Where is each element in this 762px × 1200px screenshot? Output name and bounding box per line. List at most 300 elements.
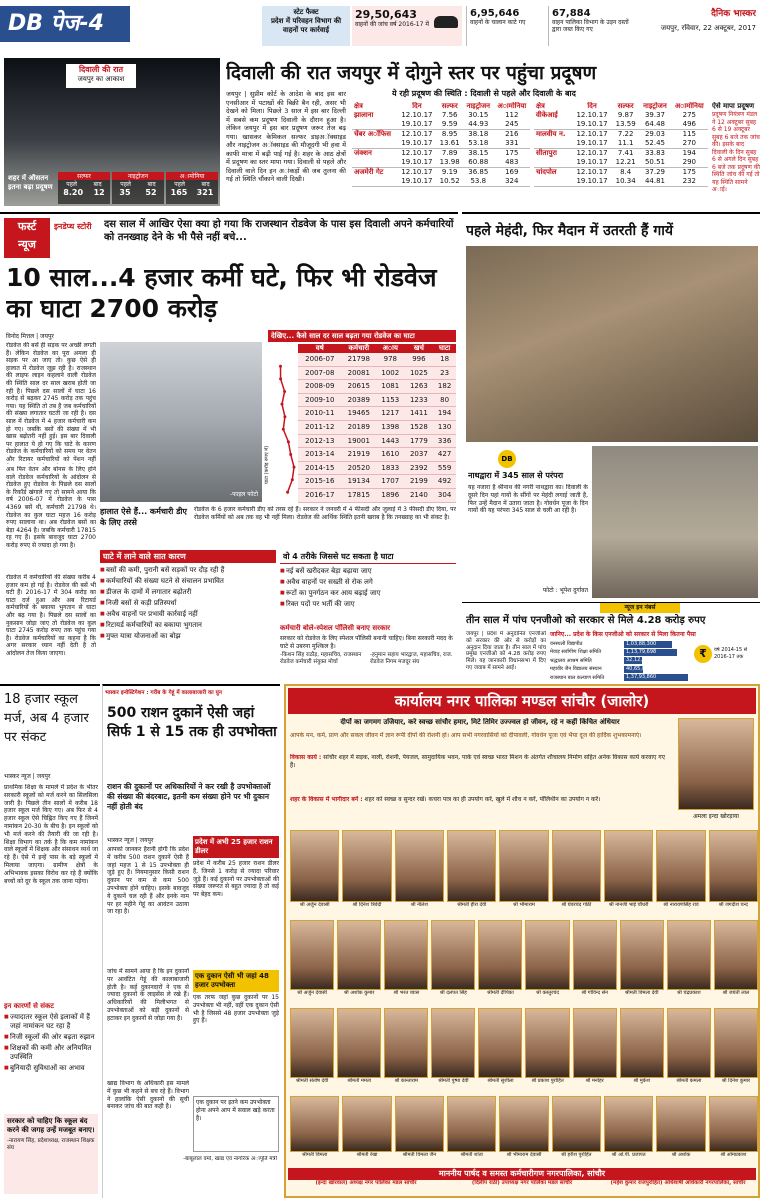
member-name: श्री घेवरचंद गोठी bbox=[561, 902, 592, 908]
value-cell: 13.59 bbox=[615, 120, 636, 128]
member-name: श्रीमती हीरा देवी bbox=[457, 902, 487, 908]
table-row bbox=[298, 448, 456, 462]
area-cell bbox=[352, 139, 397, 149]
ngo-bar-label: मेवाड़ सर्वांगीण शिक्षा समिति bbox=[550, 649, 602, 656]
member-photo bbox=[604, 1096, 653, 1152]
table-cell: 2006-07 bbox=[305, 355, 335, 363]
member-card bbox=[395, 830, 444, 916]
ngo-bar bbox=[624, 674, 688, 681]
value-cell: 275 bbox=[682, 111, 696, 119]
member-photo bbox=[447, 830, 496, 902]
member-photo bbox=[431, 1008, 475, 1078]
loss-point bbox=[289, 453, 292, 456]
value-cell: 12.10.17 bbox=[576, 111, 608, 119]
member-name: श्री हरीश पुरोहित bbox=[561, 1152, 592, 1158]
ration-body-1: आपको जानकर हैरानी होगी कि प्रदेश में करीब 500 राशन दुकानें ऐसी हैं जहां महज 1 से 15 उपभोक्ता ही जुड़े हुए हैं। नियमानुसार किसी राशन दुकान पर कम से कम 500 उपभोक्ता होने चाहिए। इसके बावजूद ये दुकानें चल रही हैं और इनके नाम पर हर महीने गेहूं का आवंटन उठाया जा रहा है। bbox=[107, 846, 189, 916]
member-photo bbox=[395, 830, 444, 902]
photo-caption-box bbox=[66, 64, 136, 88]
ad-works bbox=[290, 754, 670, 790]
table-row bbox=[352, 139, 530, 149]
table-row bbox=[534, 130, 708, 140]
masthead bbox=[0, 0, 762, 56]
value-cell: 496 bbox=[682, 120, 696, 128]
col-header: सल्फर bbox=[617, 102, 634, 110]
value-cell: 19.10.17 bbox=[401, 158, 433, 166]
pollution-subhead: ये रही प्रदूषण की स्थिति : दिवाली से पहले और दिवाली के बाद bbox=[392, 89, 576, 98]
table-cell: 1528 bbox=[409, 422, 428, 431]
area-cell bbox=[352, 177, 397, 187]
member-name: श्री जगदीश चन्द bbox=[718, 902, 748, 908]
member-photo bbox=[342, 830, 391, 902]
member-name: श्रीमती संतोष देवी bbox=[295, 1078, 329, 1084]
state-fact bbox=[262, 6, 350, 46]
member-name: श्रीमती विमला bbox=[302, 1152, 328, 1158]
employee-text: सरकार को रोडवेज के लिए स्पेशल पॉलिसी बनानी चाहिए। बिना सरकारी मदद के घाटे से उबरना मुश्किल है। bbox=[280, 635, 453, 650]
fixes-title: वो 4 तरीके जिससे घट सकता है घाटा bbox=[280, 550, 456, 564]
member-card bbox=[525, 1008, 569, 1092]
ration-body-3: खाद्य विभाग के अधिकारी इस मामले में कुछ भी कहने से बच रहे हैं। विभाग ने हालांकि ऐसी दुकानों की सूची बनाकर जांच की बात कही है। bbox=[107, 1080, 189, 1111]
measure-title: ऐसे मापा प्रदूषण bbox=[712, 102, 755, 110]
ration-headline: 500 राशन दुकानें ऐसी जहां सिर्फ 1 से 15 तक ही उपभोक्ता bbox=[107, 705, 277, 740]
avg-group-sulfur bbox=[58, 172, 110, 204]
col-header: नाइट्रोजन bbox=[466, 102, 491, 110]
member-card bbox=[667, 1008, 711, 1092]
member-card bbox=[290, 1008, 334, 1092]
table-row bbox=[352, 120, 530, 130]
cow-photo bbox=[592, 446, 758, 598]
table-row bbox=[298, 488, 456, 502]
value-cell: 19.10.17 bbox=[576, 158, 608, 166]
member-photo bbox=[620, 920, 664, 990]
schools-body: प्राथमिक शिक्षा के मामले में प्रदेश के भीतर सरकारी स्कूलों को मर्ज करने का सिलसिला जारी है। पिछले तीन सालों में करीब 18 हजार स्कूल मर्ज किए गए। अब फिर से 4 हजार स्कूल ऐसे चिह्नित किए गए हैं जिनमें नामांकन 20-30 के बीच है। इन स्कूलों को भी मर्ज करने की तैयारी की जा रही है। शिक्षा विभाग का तर्क है कि कम नामांकन वाले स्कूलों में शिक्षक और संसाधन व्यर्थ जा रहे हैं। ऐसे में इन्हें पास के बड़े स्कूलों में मिलाया जाएगा। ग्रामीण क्षेत्रों के अभिभावक इसका विरोध कर रहे हैं क्योंकि बच्चों को दूर के स्कूल तक जाना पड़ेगा। bbox=[4, 784, 98, 885]
loss-point bbox=[281, 403, 284, 406]
mehndi-caption-text: यह नजारा है श्रीनाथ की नगरी नाथद्वारा का। दिवाली के दूसरे दिन यहां गायों के सींगों पर मेहंदी लगाई जाती है, फिर उन्हें मैदान में उतारा जाता है। गोवर्धन पूजा के दिन गायों की यह परंपरा 345 साल से चली आ रही है। bbox=[468, 484, 588, 515]
table-row bbox=[534, 139, 708, 149]
value-cell: 12.10.17 bbox=[576, 168, 608, 176]
area-cell: सीतापुरा bbox=[536, 149, 557, 157]
badge-top: फर्स्ट bbox=[17, 220, 37, 233]
member-name: श्री अर्जुन देवासी bbox=[297, 990, 327, 996]
member-card bbox=[656, 1096, 705, 1166]
table-cell: 2140 bbox=[409, 490, 428, 499]
member-card bbox=[384, 920, 428, 1004]
ngo-bar-value: 1,03,88,300 bbox=[626, 640, 657, 647]
member-card bbox=[447, 1096, 496, 1166]
table-cell: 1081 bbox=[381, 382, 400, 391]
member-name: श्री ओमप्रकाश bbox=[720, 1152, 747, 1158]
ngo-bar-label: महावीर जैन विद्यालय संस्थान bbox=[550, 666, 602, 673]
ration-box-1-title: प्रदेश में अभी 25 हजार राशन डीलर bbox=[193, 836, 279, 858]
list-item: ■ बुनियादी सुविधाओं का अभाव bbox=[4, 1064, 98, 1073]
member-photo bbox=[384, 1008, 428, 1078]
member-card bbox=[667, 920, 711, 1004]
fixes-box bbox=[280, 550, 456, 624]
member-name: श्रीमती शांता bbox=[460, 1152, 483, 1158]
table-cell: 17815 bbox=[347, 490, 370, 499]
members-row-2 bbox=[290, 920, 758, 1004]
member-card bbox=[290, 830, 339, 916]
member-photo bbox=[337, 920, 381, 990]
photo-caption: -फाइल फोटो bbox=[229, 491, 258, 498]
member-card bbox=[290, 920, 334, 1004]
avg-label: शहर में औसतन इतना बढ़ा प्रदूषण bbox=[8, 174, 53, 191]
value-cell: 39.37 bbox=[644, 111, 665, 119]
member-name: श्री भरत व्यास bbox=[393, 990, 420, 996]
list-item: ■ शिक्षकों की कमी और अनियमित उपस्थिति bbox=[4, 1044, 98, 1062]
member-card bbox=[620, 1008, 664, 1092]
member-card bbox=[656, 830, 705, 916]
value-cell: 112 bbox=[505, 111, 519, 119]
table-row bbox=[352, 158, 530, 168]
avg-before-value: 8.20 bbox=[63, 188, 84, 197]
value-cell: 115 bbox=[682, 130, 696, 138]
table-cell: 1002 bbox=[381, 368, 400, 377]
pollution-table-left bbox=[352, 102, 530, 187]
table-row bbox=[534, 168, 708, 178]
member-name: श्रीमती रेखा bbox=[356, 1152, 378, 1158]
member-name: श्री प्रकाश पुरोहित bbox=[531, 1078, 564, 1084]
member-card bbox=[709, 830, 758, 916]
schools-points-title: इन कारणों से संकट bbox=[4, 1002, 54, 1010]
value-cell: 30.15 bbox=[468, 111, 489, 119]
value-cell: 7.41 bbox=[617, 149, 634, 157]
ngo-bar-value: 32,12,989 bbox=[626, 657, 652, 664]
table-row bbox=[352, 177, 530, 187]
table-row bbox=[534, 149, 708, 159]
table-cell: 1411 bbox=[409, 409, 428, 418]
member-name: श्री गोविन्द सेन bbox=[581, 990, 608, 996]
avg-before-label: पहले bbox=[66, 181, 77, 188]
ad-signatures bbox=[288, 1180, 756, 1196]
table-cell: 2014-15 bbox=[305, 463, 335, 472]
pollution-body: जयपुर | सुप्रीम कोर्ट के आदेश के बाद इस बार एनसीआर में पटाखों की बिक्री बैन रही, असर भी देखने को मिला। पिछले 3 साल में इस बार दिल्ली में सबसे कम प्रदूषण दिवाली के दौरान हुआ है। लेकिन जयपुर में इस बार प्रदूषण जरूर तेज बढ़ गया। खासकर केमिकल सल्फर डाइअॉक्साइड और नाइट्रोजन अॉक्साइड की मौजूदगी भी हवा में काफी मात्रा में बढ़ी पाई गई है। शहर के आठ क्षेत्रों में प्रदूषण का स्तर मापा गया। दिवाली से पहले और दिवाली वाले दिन इन अांकड़ों की जब तुलना की गई तो स्थिति चौंकाने वाली दिखी। bbox=[226, 90, 346, 183]
loss-point bbox=[283, 415, 286, 418]
value-cell: 7.22 bbox=[617, 130, 634, 138]
schools-points-list bbox=[4, 1013, 98, 1073]
ngo-bar-label: वनस्थली विद्यापीठ bbox=[550, 641, 583, 647]
col-header: अाय bbox=[382, 344, 398, 352]
avg-before-label: पहले bbox=[120, 181, 131, 188]
avg-groups bbox=[58, 172, 218, 204]
ration-box-1 bbox=[193, 836, 279, 966]
table-cell: 2009-10 bbox=[305, 395, 335, 404]
member-card bbox=[573, 920, 617, 1004]
reasons-title: घाटे में लाने वाले सात कारण bbox=[100, 550, 276, 563]
table-cell: 130 bbox=[437, 422, 452, 431]
value-cell: 175 bbox=[682, 168, 696, 176]
table-cell: 427 bbox=[437, 450, 452, 459]
member-card bbox=[431, 1008, 475, 1092]
avg-before-value: 165 bbox=[170, 188, 188, 197]
area-cell: चेंबर अॉफिस bbox=[354, 130, 392, 138]
member-photo bbox=[714, 920, 758, 990]
ad-works-text: सांचौर शहर में सड़क, नाली, रोशनी, पेयजल, सामुदायिक भवन, पार्क एवं स्वच्छ भारत मिशन के अंतर्गत शौचालय निर्माण सहित अनेक विकास कार्य करवाए गए हैं। bbox=[290, 754, 665, 769]
member-card bbox=[384, 1008, 428, 1092]
list-item: ■ डीजल के दामों में लगातार बढ़ोतरी bbox=[100, 588, 276, 597]
value-cell: 19.10.17 bbox=[576, 177, 608, 185]
measure-text: प्रदूषण नियंत्रण मंडल ने 12 अक्टूबर सुबह 6 से 19 अक्टूबर सुबह 6 बजे तक जांच की। इसके बाद दिवाली के दिन सुबह 6 से अगले दिन सुबह 6 बजे तक प्रदूषण की स्थिति जांच की गई तो यह स्थिति सामने अाई। bbox=[712, 111, 760, 193]
table-cell: 2013-14 bbox=[305, 450, 335, 459]
value-cell: 7.56 bbox=[441, 111, 458, 119]
member-card bbox=[431, 920, 475, 1004]
member-card bbox=[478, 920, 522, 1004]
ad-footer-banner: माननीय पार्षद व समस्त कर्मचारीगण नगरपालिका, सांचौर bbox=[288, 1168, 756, 1180]
ngo-bar bbox=[624, 657, 652, 664]
ad-intro: दीपों का जगमग उजियार, करे स्वच्छ सांचौर हमार, मिटे तिमिर उज्ज्वल हो जीवन, रहे न कहीं किंचित अंधियार bbox=[340, 718, 620, 726]
avg-after-value: 321 bbox=[196, 188, 214, 197]
ngo-bar-row bbox=[550, 665, 760, 673]
schools-quote: सरकार को चाहिए कि स्कूल बंद करने की जगह उन्हें मजबूत बनाए। bbox=[7, 1117, 95, 1134]
table-cell: 2011-12 bbox=[305, 422, 335, 431]
avg-before-value: 35 bbox=[119, 188, 131, 197]
table-cell: 1398 bbox=[381, 422, 400, 431]
value-cell: 19.10.17 bbox=[576, 120, 608, 128]
ad-title: कार्यालय नगर पालिका मण्डल सांचौर (जालोर) bbox=[288, 688, 756, 714]
table-cell: 18 bbox=[440, 355, 450, 363]
member-name: श्री अर्जुन देवासी bbox=[299, 902, 330, 908]
schools-headline: 18 हजार स्कूल मर्ज, अब 4 हजार पर संकट bbox=[4, 692, 89, 745]
ration-box-2 bbox=[193, 970, 279, 1090]
member-photo bbox=[395, 1096, 444, 1152]
member-card bbox=[573, 1008, 617, 1092]
area-cell bbox=[352, 158, 397, 168]
table-cell: 1217 bbox=[381, 409, 400, 418]
list-item: ■ अवैध वाहनों पर प्रभावी कार्रवाई नहीं bbox=[100, 610, 276, 619]
roadways-body-3: रोडवेज में कर्मचारियों की संख्या करीब 4 हजार कम हो गई है। रोडवेज की बसें भी घटी हैं। 2016-17 में 304 करोड़ का घाटा दर्ज हुआ और अब रिटायर्ड कर्मचारियों के बकाया भुगतान से घाटा और बढ़ गया है। पिछले दस सालों का नुकसान जोड़ा जाए तो रोडवेज का कुल घाटा 2745 करोड़ रुपए तक पहुंच गया है। रोडवेज कर्मचारियों का कहना है कि अगर सरकार ध्यान नहीं देती है तो आंदोलन तेज किया जाएगा। bbox=[6, 574, 96, 657]
members-row-4 bbox=[290, 1096, 758, 1166]
list-item: ■ अवैध वाहनों पर सख्ती से रोक लगे bbox=[280, 578, 456, 587]
member-name: श्री ओ.पी. प्रजापत bbox=[611, 1152, 646, 1158]
pollution-headline: दिवाली की रात जयपुर में दोगुने स्तर पर पहुंचा प्रदूषण bbox=[226, 62, 597, 84]
ration-box-1-text: प्रदेश में करीब 25 हजार राशन डीलर हैं, जिनसे 1 करोड़ से ज्यादा परिवार जुड़े हैं। कई दुकानों पर उपभोक्ताओं की संख्या जरूरत से बहुत ज्यादा है तो कई पर बेहद कम। bbox=[193, 860, 279, 899]
table-cell: 20081 bbox=[347, 368, 370, 377]
table-cell: 1025 bbox=[409, 368, 428, 377]
member-name: श्री भीमाराम bbox=[513, 902, 535, 908]
table-cell: 1443 bbox=[381, 436, 400, 445]
signature-3: (महेश कुमार राजपुरोहित) अधिशाषी अधिकारी नगरपालिका, सांचौर bbox=[610, 1180, 746, 1186]
section-label: DB पेज-4 bbox=[0, 6, 130, 42]
value-cell: 12.10.17 bbox=[401, 149, 433, 157]
avg-after-label: बाद bbox=[147, 181, 156, 188]
table-row bbox=[352, 111, 530, 120]
value-cell: 232 bbox=[682, 177, 696, 185]
area-cell: अजमेरी गेट bbox=[354, 168, 384, 176]
ngo-body: जयपुर | प्रदेश में अनुदानित एनजीओ को सरकार की ओर से करोड़ों का अनुदान दिया जाता है। तीन साल में पांच प्रमुख एनजीओ को 4.28 करोड़ रुपए मिले। यह जानकारी विधानसभा में दिए गए जवाब में सामने आई। bbox=[466, 631, 546, 671]
members-row-3 bbox=[290, 1008, 758, 1092]
byline: विनोद मित्तल | जयपुर bbox=[6, 333, 54, 340]
schools-points bbox=[4, 1002, 98, 1102]
member-photo bbox=[656, 1096, 705, 1152]
value-cell: 13.61 bbox=[439, 139, 460, 147]
table-cell: 23 bbox=[440, 368, 450, 377]
table-cell: 1153 bbox=[381, 395, 400, 404]
member-card bbox=[714, 920, 758, 1004]
value-cell: 52.45 bbox=[644, 139, 665, 147]
stat-3-value: 67,884 bbox=[552, 8, 591, 19]
value-cell: 44.93 bbox=[468, 120, 489, 128]
value-cell: 19.10.17 bbox=[401, 177, 433, 185]
stat-3-text: वाहन पालिका विभाग के उड़न दस्तों द्वारा जब्त किए गए bbox=[552, 19, 629, 33]
member-photo bbox=[342, 1096, 391, 1152]
date-line: जयपुर, रविवार, 22 अक्टूबर, 2017 bbox=[660, 24, 756, 32]
member-name: श्री जयंती लाल bbox=[722, 990, 750, 996]
member-name: श्रीमती विमला जैन bbox=[402, 1152, 437, 1158]
member-photo bbox=[290, 920, 334, 990]
member-card bbox=[342, 830, 391, 916]
value-cell: 36.85 bbox=[468, 168, 489, 176]
featured-photo bbox=[678, 718, 754, 810]
value-cell: 50.51 bbox=[644, 158, 665, 166]
ad-appeal bbox=[290, 796, 674, 826]
table-cell: 182 bbox=[437, 382, 452, 391]
member-name: श्री चंद्रप्रकाश bbox=[676, 990, 701, 996]
member-photo bbox=[447, 1096, 496, 1152]
table-row bbox=[298, 434, 456, 448]
table-header-row bbox=[352, 102, 530, 111]
db-badge: DB bbox=[498, 450, 516, 468]
col-header: अामोनिया bbox=[674, 102, 704, 110]
member-card bbox=[337, 920, 381, 1004]
avg-group-name: नाइट्रोजन bbox=[112, 172, 164, 180]
value-cell: 53.8 bbox=[470, 177, 487, 185]
member-photo bbox=[552, 830, 601, 902]
schools-section bbox=[0, 684, 100, 1198]
ngo-headline: तीन साल में पांच एनजीओ को सरकार से मिले 4.28 करोड़ रुपए bbox=[466, 615, 706, 626]
member-photo bbox=[573, 1008, 617, 1078]
table-cell: 21798 bbox=[347, 355, 370, 363]
col-header: नाइट्रोजन bbox=[643, 102, 667, 110]
table-row bbox=[298, 461, 456, 475]
avg-group-name: अामोनिया bbox=[166, 172, 218, 180]
value-cell: 169 bbox=[505, 168, 519, 176]
member-name: श्री दलपत सिंह bbox=[439, 990, 467, 996]
member-name: श्री नानजी भाई चौधरी bbox=[608, 902, 649, 908]
avg-after-value: 52 bbox=[145, 188, 157, 197]
ad-works-label: विकास कार्य : bbox=[290, 754, 322, 761]
area-cell: जंक्शन bbox=[354, 149, 372, 157]
value-cell: 8.4 bbox=[620, 168, 632, 176]
table-cell: 1779 bbox=[409, 436, 428, 445]
avg-after-label: बाद bbox=[201, 181, 210, 188]
col-header: सल्फर bbox=[441, 102, 458, 110]
table-cell: 2392 bbox=[409, 463, 428, 472]
table-cell: 2010-11 bbox=[305, 409, 335, 418]
value-cell: 19.10.17 bbox=[401, 139, 433, 147]
stat-2 bbox=[466, 6, 546, 46]
member-card bbox=[525, 920, 569, 1004]
member-photo bbox=[552, 1096, 601, 1152]
value-cell: 270 bbox=[682, 139, 696, 147]
table-cell: 1896 bbox=[381, 490, 400, 499]
table-cell: 2012-13 bbox=[305, 436, 335, 445]
member-photo bbox=[499, 830, 548, 902]
member-photo bbox=[431, 920, 475, 990]
measure-sidebar bbox=[712, 102, 760, 208]
col-header: अामोनिया bbox=[497, 102, 527, 110]
avg-after-label: बाद bbox=[93, 181, 102, 188]
value-cell: 12.10.17 bbox=[401, 111, 433, 119]
value-cell: 33.83 bbox=[644, 149, 665, 157]
night-sky-photo bbox=[4, 58, 220, 206]
members-row-1 bbox=[290, 830, 758, 916]
col-header: दिन bbox=[412, 102, 422, 110]
value-cell: 290 bbox=[682, 158, 696, 166]
photo-caption-title: दिवाली की रात bbox=[78, 65, 124, 74]
value-cell: 324 bbox=[505, 177, 519, 185]
loss-point bbox=[287, 440, 290, 443]
member-card bbox=[447, 830, 496, 916]
signature-2: (दिलीप राठी) उपाध्यक्ष नगर पालिका मंडल सांचौर bbox=[471, 1180, 573, 1186]
loss-point bbox=[279, 365, 282, 368]
state-fact-label: स्टेट फैक्ट bbox=[293, 8, 319, 16]
value-cell: 9.59 bbox=[441, 120, 458, 128]
list-item: ■ रिक्त पदों पर भर्ती की जाए bbox=[280, 600, 456, 609]
value-cell: 44.81 bbox=[644, 177, 665, 185]
roadways-chart-title: देखिए... कैसे साल दर साल बढ़ता गया रोडवेज का घाटा bbox=[268, 330, 456, 342]
member-card bbox=[342, 1096, 391, 1166]
table-cell: 1233 bbox=[409, 395, 428, 404]
pollution-table-right bbox=[534, 102, 708, 187]
rupee-icon: ₹ bbox=[694, 645, 712, 663]
list-item: ■ निजी बसों से कड़ी प्रतिस्पर्धा bbox=[100, 599, 276, 608]
list-item: ■ बसों की कमी, पुरानी बसें सड़कों पर दौड़ रही हैं bbox=[100, 566, 276, 575]
ngo-section bbox=[462, 602, 760, 682]
cow-crowd-photo bbox=[466, 246, 758, 442]
value-cell: 9.19 bbox=[441, 168, 458, 176]
roadways-section bbox=[0, 212, 458, 682]
ngo-period: वर्ष 2014-15 से 2016-17 तक bbox=[714, 647, 748, 660]
table-row bbox=[298, 380, 456, 394]
member-name: श्रीमती विमला देवी bbox=[624, 990, 659, 996]
ngo-bar-value: 1,37,93,860 bbox=[626, 674, 657, 681]
table-cell: 2007-08 bbox=[305, 368, 335, 377]
member-name: श्री नीलेश bbox=[410, 902, 428, 908]
loss-point bbox=[291, 478, 294, 481]
ad-appeal-text: शहर को स्वच्छ व सुन्दर रखें। कचरा पात्र का ही उपयोग करें, खुले में शौच न करें, पॉलिथीन का उपयोग न करें। bbox=[364, 796, 601, 803]
value-cell: 9.87 bbox=[617, 111, 634, 119]
table-row bbox=[534, 177, 708, 187]
roadways-kicker: दस साल में आखिर ऐसा क्या हो गया कि राजस्थान रोडवेज के पास इस दिवाली अपने कर्मचारियों को तनख्वाह देने के भी पैसे नहीं बचे... bbox=[104, 219, 454, 243]
value-cell: 29.03 bbox=[644, 130, 665, 138]
fixes-list bbox=[280, 567, 456, 609]
member-name: श्रीमती पुष्पा देवी bbox=[438, 1078, 469, 1084]
area-cell bbox=[534, 139, 572, 149]
member-name: श्री कान्ताराम bbox=[394, 1078, 419, 1084]
stat-2-value: 6,95,646 bbox=[470, 8, 520, 19]
byline: भास्कर न्यूज | जयपुर bbox=[4, 773, 51, 780]
list-item: ■ कर्मचारियों की संख्या घटने से संचालन प्रभावित bbox=[100, 577, 276, 586]
area-cell: चांदपोल bbox=[536, 168, 557, 176]
table-cell: 304 bbox=[437, 490, 452, 499]
loss-point bbox=[293, 466, 296, 469]
member-photo bbox=[478, 920, 522, 990]
ngo-bar-label: श्रद्धालय आश्रम समिति bbox=[550, 657, 592, 664]
table-row bbox=[298, 353, 456, 366]
table-row bbox=[352, 149, 530, 159]
value-cell: 12.21 bbox=[615, 158, 636, 166]
ngo-label: न्यूज इन नंबर्स bbox=[600, 603, 680, 613]
list-item: ■ रूटों का पुनर्गठन कर आय बढ़ाई जाए bbox=[280, 589, 456, 598]
col-header: क्षेत्र bbox=[536, 102, 545, 110]
value-cell: 37.29 bbox=[644, 168, 665, 176]
member-photo bbox=[525, 920, 569, 990]
reasons-box bbox=[100, 550, 276, 680]
table-row bbox=[298, 420, 456, 434]
table-cell: 1610 bbox=[381, 450, 400, 459]
avg-before-label: पहले bbox=[174, 181, 185, 188]
member-card bbox=[478, 1008, 522, 1092]
ration-section bbox=[102, 684, 280, 1198]
